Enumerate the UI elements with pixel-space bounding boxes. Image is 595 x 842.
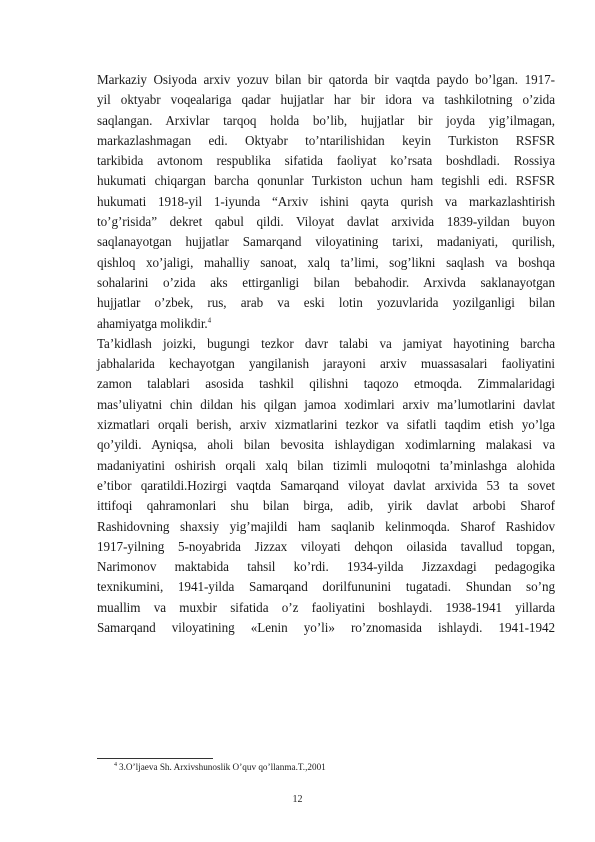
text-line: muallim va muxbir sifatida o’z faoliyatini boshlaydi. 1938-1941 yillarda [97, 599, 555, 615]
text-line: ittifoqi qahramonlari shu bilan birga, adib, yirik davlat arbobi Sharof [97, 498, 555, 514]
text-line-content: ahamiyatga molikdir. [97, 315, 208, 331]
text-line: tarkibida avtonom respublika sifatida faoliyat ko’rsata boshdladi. Rossiya [97, 153, 555, 169]
text-line: yil oktyabr voqealariga qadar hujjatlar har bir idora va tashkilotning o’zida [97, 92, 555, 108]
footnote-separator [97, 758, 213, 759]
text-line: jabhalarida kechayotgan yangilanish jarayoni arxiv muassasalari faoliyatini [97, 356, 555, 372]
footnote-text: 3.O’ljaeva Sh. Arxivshunoslik O’quv qo’llanma.T.,2001 [119, 762, 326, 772]
text-line: xizmatlari orqali berish, arxiv xizmatlarini tezkor va sifatli taqdim etish yo’lga [97, 417, 555, 433]
body-text [97, 70, 555, 638]
text-line: markazlashmagan edi. Oktyabr to’ntarilishidan keyin Turkiston RSFSR [97, 132, 555, 148]
footnote-reference[interactable]: 4 [207, 316, 212, 325]
text-line: 1917-yilning 5-noyabrida Jizzax viloyati dehqon oilasida tavallud topgan, [97, 538, 555, 554]
footnote-number: 4 [114, 761, 117, 768]
text-line: Samarqand viloyatining «Lenin yo’li» ro’znomasida ishlaydi. 1941-1942 [97, 620, 555, 636]
text-line: madaniyatini oshirish orqali xalq bilan tizimli muloqotni ta’minlashga alohida [97, 457, 555, 473]
text-line: Ta’kidlash joizki, bugungi tezkor davr talabi va jamiyat hayotining barcha [97, 335, 555, 351]
text-line: Narimonov maktabida tahsil ko’rdi. 1934-yilda Jizzaxdagi pedagogika [97, 559, 555, 575]
paragraph-2 [97, 334, 555, 638]
text-line: hukumati 1918-yil 1-iyunda “Arxiv ishini qayta qurish va markazlashtirish [97, 193, 555, 209]
text-line: saqlangan. Arxivlar tarqoq holda bo’lib, hujjatlar bir joyda yig’ilmagan, [97, 112, 555, 128]
text-line: Rashidovning shaxsiy yig’majildi ham saqlanib kelinmoqda. Sharof Rashidov [97, 518, 555, 534]
page-number: 12 [292, 794, 303, 805]
text-line: sohalarini o’zida aks ettirganligi bilan bebahodir. Arxivda saklanayotgan [97, 274, 555, 290]
text-line-last [97, 314, 555, 334]
text-line: to’g’risida” dekret qabul qildi. Viloyat davlat arxivida 1839-yildan buyon [97, 214, 555, 230]
text-line: Markaziy Osiyoda arxiv yozuv bilan bir qatorda bir vaqtda paydo bo’lgan. 1917- [97, 72, 555, 87]
text-line: texnikumini, 1941-yilda Samarqand dorilfununini tugatadi. Shundan so’ng [97, 579, 555, 595]
paragraph-1 [97, 70, 555, 334]
text-line: saqlanayotgan hujjatlar Samarqand viloyatining tarixi, madaniyati, qurilish, [97, 234, 555, 250]
text-line: hujjatlar o’zbek, rus, arab va eski lotin yozuvlarida yozilganligi bilan [97, 295, 555, 311]
text-line: qo’yildi. Ayniqsa, aholi bilan bevosita ishlaydigan xodimlarning malakasi va [97, 437, 555, 453]
text-line: zamon talablari asosida tashkil qilishni taqozo etmoqda. Zimmalaridagi [97, 376, 555, 392]
text-line: qishloq xo’jaligi, mahalliy sanoat, xalq ta’limi, sog’likni saqlash va boshqa [97, 254, 555, 270]
text-line: e’tibor qaratildi.Hozirgi vaqtda Samarqand viloyat davlat arxivida 53 ta sovet [97, 477, 555, 493]
footnote [114, 762, 326, 772]
text-line: hukumati chiqargan barcha qonunlar Turkiston uchun ham tegishli edi. RSFSR [97, 173, 555, 189]
text-line: mas’uliyatni chin dildan his qilgan jamoa xodimlari arxiv ma’lumotlarini davlat [97, 396, 555, 412]
